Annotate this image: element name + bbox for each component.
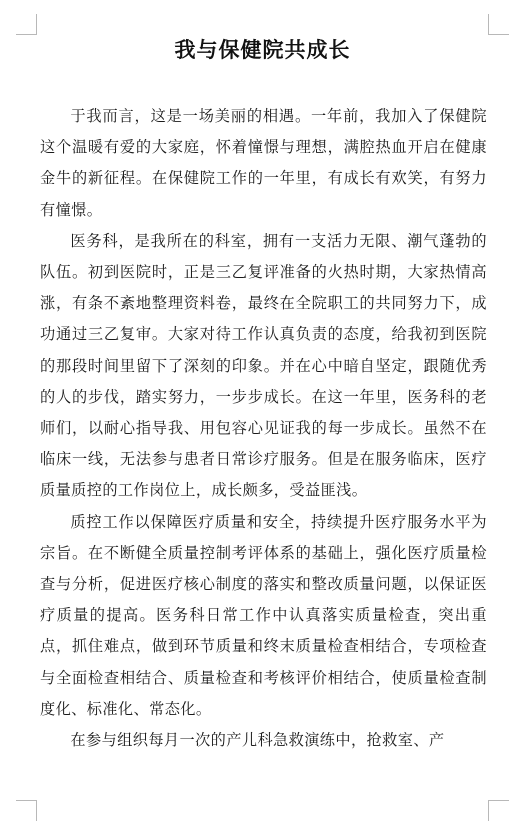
corner-mark-top-left xyxy=(16,14,37,35)
paragraph: 质控工作以保障医疗质量和安全，持续提升医疗服务水平为宗旨。在不断健全质量控制考评体系的基础上，强化医疗质量检查与分析，促进医疗核心制度的落实和整改质量问题，以保证医疗质量的提高。医务科日常工作中认真落实质量检查，突出重点，抓住难点，做到环节质量和终末质量检查相结合，专项检查与全面检查相结合、质量检查和考核评价相结合，使质量检查制度化、标准化、常态化。 xyxy=(40,512,487,718)
document-body xyxy=(40,101,487,756)
document-title: 我与保健院共成长 xyxy=(174,37,351,62)
corner-mark-top-right xyxy=(488,14,509,35)
paragraph: 于我而言，这是一场美丽的相遇。一年前，我加入了保健院这个温暖有爱的大家庭，怀着憧憬与理想，满腔热血开启在健康金牛的新征程。在保健院工作的一年里，有成长有欢笑，有努力有憧憬。 xyxy=(40,107,487,219)
paragraph: 医务科，是我所在的科室，拥有一支活力无限、潮气蓬勃的队伍。初到医院时，正是三乙复评准备的火热时期，大家热情高涨，有条不紊地整理资料卷，最终在全院职工的共同努力下，成功通过三乙复审。大家对待工作认真负责的态度，给我初到医院的那段时间里留下了深刻的印象。并在心中暗自坚定，跟随优秀的人的步伐，踏实努力，一步步成长。在这一年里，医务科的老师们，以耐心指导我、用包容心见证我的每一步成长。虽然不在临床一线，无法参与患者日常诊疗服务。但是在服务临床，医疗质量质控的工作岗位上，成长颇多，受益匪浅。 xyxy=(40,231,487,500)
corner-mark-bottom-right xyxy=(488,800,509,821)
paragraph: 在参与组织每月一次的产儿科急救演练中，抢救室、产 xyxy=(70,731,445,750)
corner-mark-bottom-left xyxy=(16,800,37,821)
